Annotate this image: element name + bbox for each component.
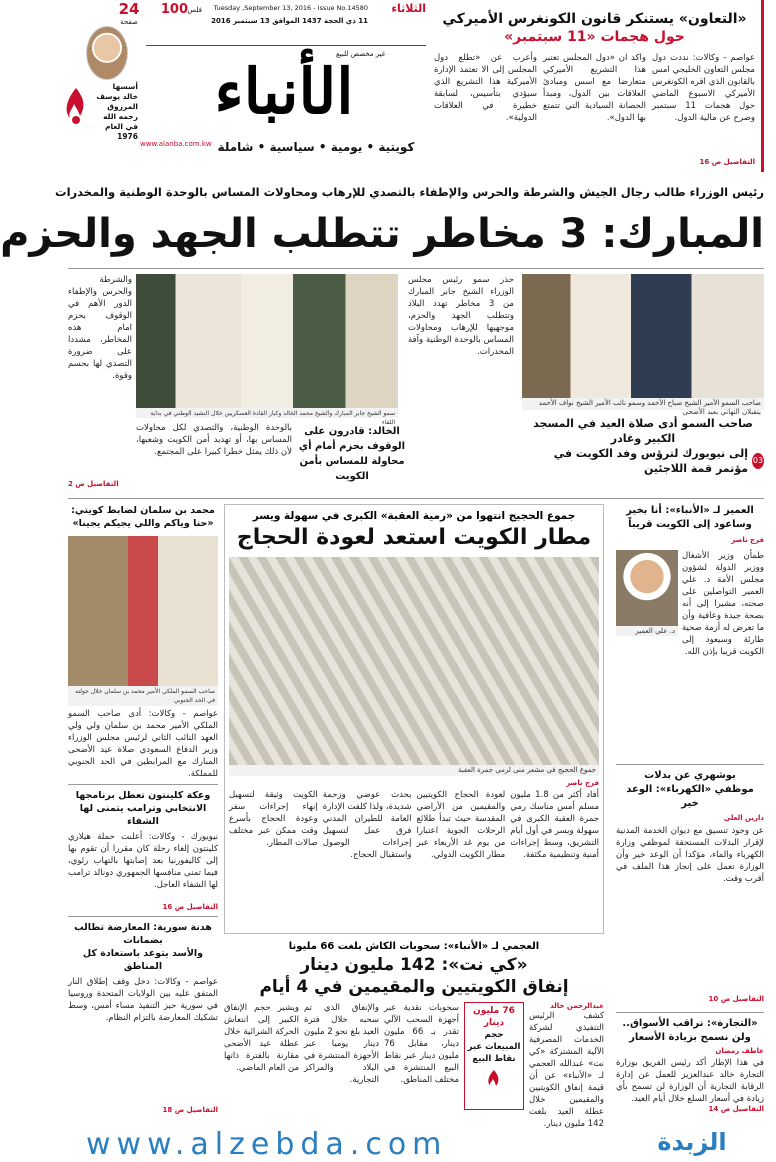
banner-kicker: رئيس الوزراء طالب رجال الجيش والشرطة والحرس والإطفاء بالتصدي للإرهاب ومحاولات المساس بالوحدة الوطنية والمخدرات [55,185,764,199]
pm-col-mid: الخالد: قادرون على الوقوف بحزم أمام أي محاولة للمساس بأمن الكويت [298,426,406,482]
amir-photo [522,274,764,398]
founder-year: 1976 [117,132,138,141]
omair-headline-2: وساعود إلى الكويت قريباً [628,519,752,530]
amir-photo-caption: صاحب السمو الأمير الشيخ صباح الأحمد وسمو نائب الأمير الشيخ نواف الأحمد يتقبلان التهاني بعيد الأضحى [522,398,764,410]
clinton-more[interactable]: التفاصيل ص 16 [162,903,218,911]
mbs-story [68,504,218,779]
knet-stat-label: حجم المبيعات عبر نقاط البيع [467,1030,521,1064]
amir-page-ref[interactable]: 03 [752,453,764,469]
hajj-col-1: أفاد أكثر من 1.8 مليون مسلم أمس مناسك رمي جمرة العقبة الكبرى في سهولة ويسر في أول أيام التشريق، وسط إجراءات أمنية وتنظيمية مكثفة. [510,790,599,860]
omair-body: طمأن وزير الأشغال ووزير الدولة لشؤون مجلس الأمة د. علي العمير التواصلين على صحته، مشيرا إلى أنه بصحة جيدة وعافية وأن ما تعرض له أزمة صحية طارئة وسيعود إلى الكويت قريبا بإذن الله. [682,551,764,657]
trade-headline-1: «التجارة»: نراقب الأسواق.. [622,1018,758,1029]
founder-line-4: رحمه الله [103,112,138,121]
electric-more[interactable]: التفاصيل ص 10 [708,995,764,1003]
hajj-photo [229,557,599,765]
knet-author: عبدالرحمن خالد [550,1002,604,1010]
trade-body: في هذا الإطار أكد رئيس الفريق بوزارة التجارة خالد عبدالعزيز للعمل عن إدارة الرقابة التجارية أن الوزارة لن تسمح بأي زيادة في أسعار السلع خلال أيام العيد. [616,1058,764,1104]
knet-headline-1: «كي نت»: 142 مليون دينار [300,955,528,975]
hajj-kicker: جموع الحجيج انتهوا من «رمية العقبة» الكبرى في سهولة ويسر [252,510,576,522]
top-story-subhead: حول هجمات «11 سبتمبر» [504,29,685,45]
knet-col-1: كشف الرئيس التنفيذي لشركة الخدمات المصرفية الآلية المشتركة «كي نت» عبدالله العجمي لـ «الأنباء» عن أن قيمة إنفاق الكويتيين والمقيمين خلال عطلة العيد بلغت 142 مليون دينار. [529,1011,604,1129]
date-bar [146,0,426,46]
hajj-col-4: الكويت وثيقة لتسهيل إنهاء إجراءات سفر وعودة الحجاج بأسرع وقت ممكن عبر مختلف صالات المطار. [229,790,318,848]
syria-story [68,916,218,1124]
not-for-sale: غير مخصص للبيع [336,50,386,58]
hajj-col-2: لعودة الحجاج الكويتيين والمقيمين من الأراضي المقدسة حيث تبدأ طلائع الرحلات الجوية اعتبارا من يوم غد الأربعاء عبر مطار الكويت الدولي. [416,790,506,860]
flame-emblem-icon [62,86,90,126]
knet-stat-box [464,1002,524,1110]
amir-headline-2: إلى نيويورك لترؤس وفد الكويت في مؤتمر قمة اللاجئين [553,447,749,475]
founder-line-3: المرزوق [107,102,138,111]
section-divider-1 [68,498,764,499]
syria-body: عواصم - وكالات: دخل وقف إطلاق النار المتفق عليه بين الولايات المتحدة وروسيا في سورية حيز التنفيذ مساء أمس، وسط تشكيك المعارضة بالتزام النظام. [68,977,218,1023]
day-label: الثلاثاء [391,2,426,15]
founder-info [96,82,138,142]
mbs-headline-2: «حنا وياكم واللي يجيكم يجينا» [72,518,214,529]
tagline: كويتية • يومية • سياسية • شاملة [217,140,415,154]
hajj-photo-caption: جموع الحجيج في مشعر منى لرمي جمرة العقبة [229,765,599,776]
trade-headline-2: ولن نسمح بزيادة الأسعار [629,1032,751,1043]
knet-flame-icon [467,1069,521,1093]
footer-watermark-url[interactable]: www.alzebda.com [86,1127,448,1162]
pm-photo [136,274,398,408]
mbs-caption: صاحب السمو الملكي الأمير محمد بن سلمان خلال جولته في الحد الجنوبي [68,686,218,706]
page-count-unit: صفحة [120,18,138,26]
electric-headline-1: بوشهري عن بدلات [644,770,736,781]
hajj-story [224,504,604,934]
clinton-story [68,784,218,912]
electric-author: دارين العلي [723,814,764,822]
top-story-col-3: وأعرب عن «تطلع دول المجلس إلى الا تعتمد الإدارة الأميركية هذا التشريع الذي سيؤدي بتأسيس، لسابقة خطيرة في العلاقات الدولية». [434,53,537,123]
electric-body: عن وجود تنسيق مع ديوان الخدمة المدنية لإقرار البدلات المستحقة لموظفي وزارة الكهرباء والماء، مؤكدا أن الوعد خير وأن الوزارة تعمل على إنجاز هذا الملف في أقرب وقت. [616,826,764,884]
mbs-photo [68,536,218,686]
omair-story [616,504,764,760]
syria-headline-2: والأسد يتوعد باستعادة كل المناطق [82,948,204,972]
syria-more[interactable]: التفاصيل ص 18 [162,1106,218,1114]
knet-headline-2: إنفاق الكويتيين والمقيمين في 4 أيام [259,977,569,997]
trade-author: عاطف رمضان [715,1047,764,1055]
clinton-headline-1: وعكة كلينتون تعطل برنامجها [75,790,211,801]
knet-stat-value: 76 مليون دينار [473,1006,515,1028]
date-arabic: 11 ذي الحجة 1437 الموافق 13 سبتمبر 2016 [211,17,368,25]
banner-headline: المبارك: 3 مخاطر تتطلب الجهد والحزم [0,211,764,257]
founder-line-5: في العام [104,122,138,131]
trade-story [616,1012,764,1126]
pm-col-right: حذر سمو رئيس مجلس الوزراء الشيخ جابر المبارك من 3 مخاطر تهدد البلاد وتتطلب الجهد والحزم، موجهيها للإرهاب ومحاولات المساس بالوحدة الوطنية وآفة المخدرات. [408,275,514,357]
knet-col-3: والإنفاق الذي تم سحبه خلال فترة العيد بلغ نحو 2 مليون دينار يوميا عبر الأجهزة المنتشرة في البلاد والمراكز التجارية. [304,1003,379,1085]
hajj-headline: مطار الكويت استعد لعودة الحجاج [236,525,592,550]
clinton-body: نيويورك - وكالات: أعلنت حملة هيلاري كلينتون إلغاء رحلة كان مقررا أن تقوم بها إلى كاليفورنيا بعد إصابتها بالتهاب رئوي، فيما تمنى منافسها الجمهوري دونالد ترامب لها الشفاء العاجل. [68,832,218,890]
newspaper-logo: الأنباء [214,55,354,128]
founder-portrait [86,26,128,80]
mbs-headline-1: محمد بن سلمان لضابط كويتي: [71,505,215,516]
omair-author: فرج ناصر [731,536,764,544]
top-story-more[interactable]: التفاصيل ص 16 [699,158,755,166]
top-story-col-1: عواصم - وكالات: نددت دول مجلس التعاون الخليجي امس بالقانون الذي اقره الكونغرس الأميركي الاسبوع الماضي حول هجمات 11 سبتمبر وصرح عن مالية الدول. [652,53,756,123]
electric-headline-2: موظفي «الكهرباء»: الوعد خير [626,784,754,809]
top-story [434,0,764,172]
top-story-col-2: واكد ان «دول المجلس تعتبر هذا التشريع الأميركي متعارضا مع اسس ومبادئ العلاقات بين الدول، ومبدأ الحصانة السيادية التي تتمتع بها الدول». [543,53,646,123]
founder-line-2: خالد يوسف [96,92,138,101]
banner-divider [68,268,764,269]
amir-headline-1: صاحب السمو أدى صلاة العيد في المسجد الكبير وغادر [533,417,753,445]
omair-photo [616,550,678,626]
pm-more[interactable]: التفاصيل ص 2 [68,480,119,488]
date-english: Tuesday ,September 13, 2016 - Issue No.14580 [213,4,368,12]
knet-col-2: سحوبات نقدية عبر أجهزة السحب الآلي تقدر بـ 66 مليون دينار، مقابل 76 مليون دينار عبر نقاط البيع المنتشرة في مختلف المناطق. [384,1003,459,1085]
omair-headline-1: العمير لـ «الأنباء»: أنا بخير [626,505,754,516]
price [146,2,202,30]
pm-bottom: بالوحدة الوطنية، والتصدي لكل محاولات المساس بها، أو تهديد أمن الكويت وشعبها، لأن ذلك يمثل خطرا كبيرا على المجتمع. [136,423,292,457]
omair-caption: د. علي العمير [616,626,678,636]
website-link[interactable]: www.alanba.com.kw [140,140,212,148]
price-value: 100 [160,2,188,17]
knet-story [224,940,604,1129]
page-count-value: 24 [118,0,140,18]
footer-brand: الزبدة [657,1128,727,1156]
amir-story [522,274,764,492]
syria-headline-1: هدنة سورية: المعارضة تطالب بضمانات [74,922,212,946]
top-story-headline: «التعاون» يستنكر قانون الكونغرس الأميركي [442,11,747,27]
hajj-col-3: يحدث عوضي وزحمة شديدة، ولذا كلفت الإدارة العامة للطيران المدني فرق عمل لتسهيل إجراءات الوصول واستقبال الحجاج. [322,790,412,860]
knet-kicker: العجمي لـ «الأنباء»: سحوبات الكاش بلغت 66 مليونا [288,941,540,952]
mbs-body: عواصم - وكالات: أدى صاحب السمو الملكي الأمير محمد بن سلمان ولي ولي العهد النائب الثاني لرئيس مجلس الوزراء وزير الدفاع السعودي صلاة عيد الأضحى المبارك مع المرابطين في الحد الجنوبي للمملكة. [68,709,218,779]
pm-photo-caption: سمو الشيخ جابر المبارك والشيخ محمد الخالد وكبار القادة العسكريين خلال النشيد الوطني في بداية اللقاء [136,408,398,418]
electric-story [616,764,764,1008]
trade-more[interactable]: التفاصيل ص 14 [708,1105,764,1113]
clinton-headline-2: الانتخابي وترامب يتمنى لها الشفاء [79,803,207,827]
price-unit: فلس [187,6,202,14]
masthead [56,0,776,178]
founder-line-1: أسسها [112,82,138,91]
hajj-author: فرج ناصر [566,779,599,787]
pm-col-left: والشرطة والحرس والإطفاء الدور الأهم في الوقوف بحزم امام هذه المخاطر، مشددا على ضرورة التصدي لها بحسم وقوة. [68,275,132,381]
knet-col-4: ويشير حجم الإنفاق الكبير إلى انتعاش الحركة الشرائية خلال عطلة عيد الأضحى مقارنة بالفترة ذاتها من العام الماضي. [224,1003,299,1073]
pm-story [68,274,514,492]
